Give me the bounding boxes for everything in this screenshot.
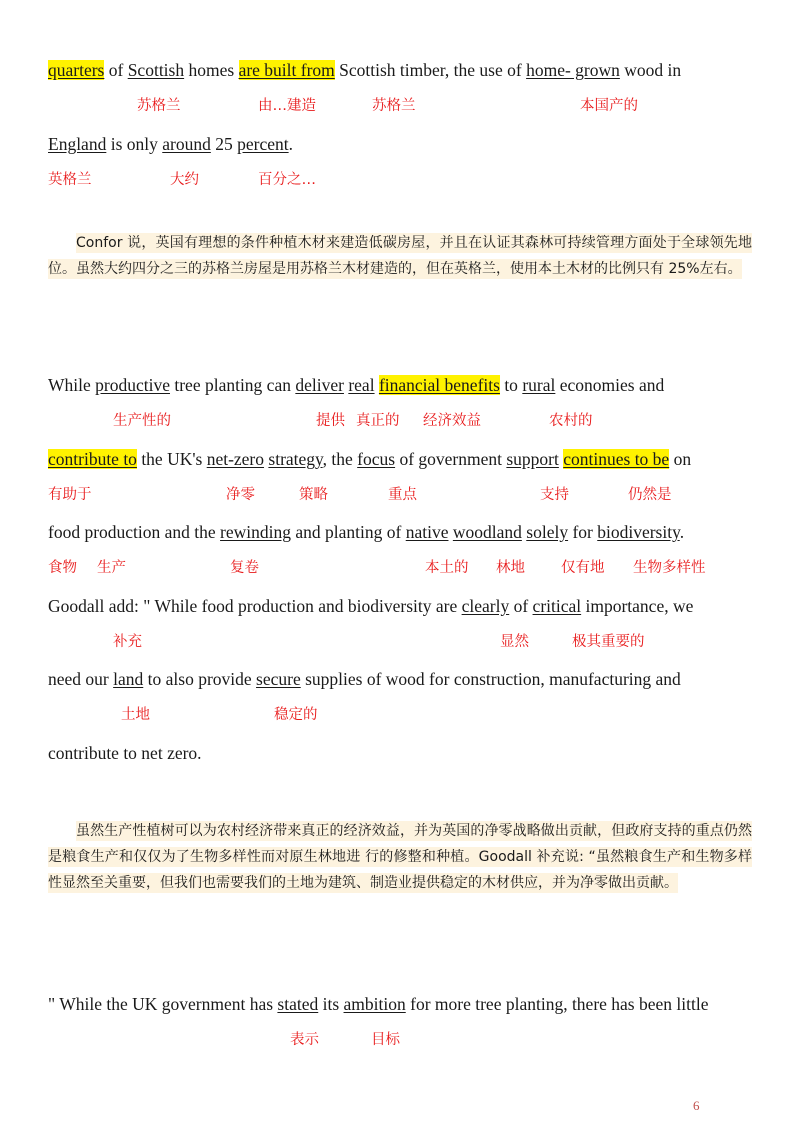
vocab-phrase: are built from bbox=[238, 60, 335, 80]
text-line: food production and the rewinding and planting of native woodland solely for biodiversity. bbox=[48, 522, 685, 542]
vocab-word: deliver bbox=[295, 375, 344, 395]
vocab-word: native bbox=[405, 522, 449, 542]
text-line: quarters of Scottish homes are built from Scottish timber, the use of home- grown wood in bbox=[48, 60, 682, 80]
vocab-word: solely bbox=[526, 522, 569, 542]
vocab-word: rewinding bbox=[220, 522, 292, 542]
vocab-word: percent bbox=[237, 134, 289, 154]
vocab-word: ambition bbox=[343, 994, 406, 1014]
gloss: 重点 bbox=[388, 487, 417, 503]
vocab-phrase: continues to be bbox=[563, 449, 670, 469]
gloss: 食物 bbox=[48, 560, 77, 576]
gloss: 苏格兰 bbox=[372, 98, 416, 114]
vocab-word: rural bbox=[522, 375, 556, 395]
gloss: 极其重要的 bbox=[572, 634, 645, 650]
text-line: While productive tree planting can deliver real financial benefits to rural economies and bbox=[48, 375, 665, 395]
gloss: 真正的 bbox=[356, 413, 400, 429]
vocab-word: strategy bbox=[268, 449, 323, 469]
gloss: 目标 bbox=[371, 1032, 400, 1048]
gloss: 大约 bbox=[170, 172, 199, 188]
gloss: 净零 bbox=[226, 487, 255, 503]
vocab-word: stated bbox=[277, 994, 319, 1014]
gloss: 仍然是 bbox=[628, 487, 672, 503]
text-line: " While the UK government has stated its ambition for more tree planting, there has been little bbox=[48, 994, 709, 1014]
gloss: 苏格兰 bbox=[137, 98, 181, 114]
vocab-word: woodland bbox=[452, 522, 522, 542]
gloss: 土地 bbox=[121, 707, 150, 723]
vocab-word: biodiversity bbox=[597, 522, 680, 542]
text-line: contribute to the UK's net-zero strategy, the focus of government support continues to be on bbox=[48, 449, 692, 469]
translation-paragraph: Confor 说，英国有理想的条件种植木材来建造低碳房屋，并且在认证其森林可持续管理方面处于全球领先地位。虽然大约四分之三的苏格兰房屋是用苏格兰木材建造的，但在英格兰，使用本土木材的比例只有 25%左右。 bbox=[48, 235, 752, 277]
gloss: 本土的 bbox=[425, 560, 469, 576]
gloss: 经济效益 bbox=[423, 413, 481, 429]
gloss: 有助于 bbox=[48, 487, 92, 503]
vocab-word: land bbox=[113, 669, 144, 689]
text-line: Goodall add: " While food production and biodiversity are clearly of critical importance, we bbox=[48, 596, 694, 616]
vocab-phrase: financial benefits bbox=[378, 375, 500, 395]
gloss: 生物多样性 bbox=[633, 560, 706, 576]
translation-paragraph: 虽然生产性植树可以为农村经济带来真正的经济效益，并为英国的净零战略做出贡献，但政府支持的重点仍然是粮食生产和仅仅为了生物多样性而对原生林地进 行的修整和种植。Goodall 补充说: “虽然粮食生产和生物多样性显然至关重要，但我们也需要我们的土地为建筑、制造业提供稳定的木材供应，并为净零做出贡献。 bbox=[48, 823, 752, 891]
gloss: 英格兰 bbox=[48, 172, 92, 188]
gloss: 显然 bbox=[500, 634, 529, 650]
gloss: 提供 bbox=[316, 413, 345, 429]
text-line: England is only around 25 percent. bbox=[48, 134, 293, 154]
gloss: 表示 bbox=[290, 1032, 319, 1048]
gloss: 本国产的 bbox=[580, 98, 638, 114]
gloss: 林地 bbox=[496, 560, 525, 576]
vocab-word: secure bbox=[256, 669, 301, 689]
gloss: 百分之… bbox=[258, 172, 316, 188]
vocab-word: clearly bbox=[461, 596, 510, 616]
vocab-word: focus bbox=[357, 449, 396, 469]
vocab-phrase: contribute to bbox=[48, 449, 137, 469]
vocab-word: quarters bbox=[48, 60, 105, 80]
page-number: 6 bbox=[693, 1098, 700, 1113]
gloss: 由…建造 bbox=[258, 98, 316, 114]
gloss: 稳定的 bbox=[274, 707, 318, 723]
vocab-word: productive bbox=[95, 375, 170, 395]
gloss: 复卷 bbox=[230, 560, 259, 576]
vocab-word: net-zero bbox=[206, 449, 265, 469]
vocab-word: home- grown bbox=[526, 60, 620, 80]
gloss: 策略 bbox=[299, 487, 328, 503]
text-line: need our land to also provide secure supplies of wood for construction, manufacturing and bbox=[48, 669, 681, 689]
vocab-word: Scottish bbox=[127, 60, 185, 80]
vocab-word: real bbox=[348, 375, 375, 395]
gloss: 生产 bbox=[97, 560, 126, 576]
gloss: 支持 bbox=[540, 487, 569, 503]
gloss: 仅有地 bbox=[561, 560, 605, 576]
vocab-word: England bbox=[48, 134, 107, 154]
text-line: contribute to net zero. bbox=[48, 743, 202, 763]
gloss: 农村的 bbox=[549, 413, 593, 429]
vocab-word: support bbox=[506, 449, 559, 469]
vocab-word: critical bbox=[532, 596, 582, 616]
vocab-word: around bbox=[162, 134, 211, 154]
gloss: 生产性的 bbox=[113, 413, 171, 429]
gloss: 补充 bbox=[113, 634, 142, 650]
